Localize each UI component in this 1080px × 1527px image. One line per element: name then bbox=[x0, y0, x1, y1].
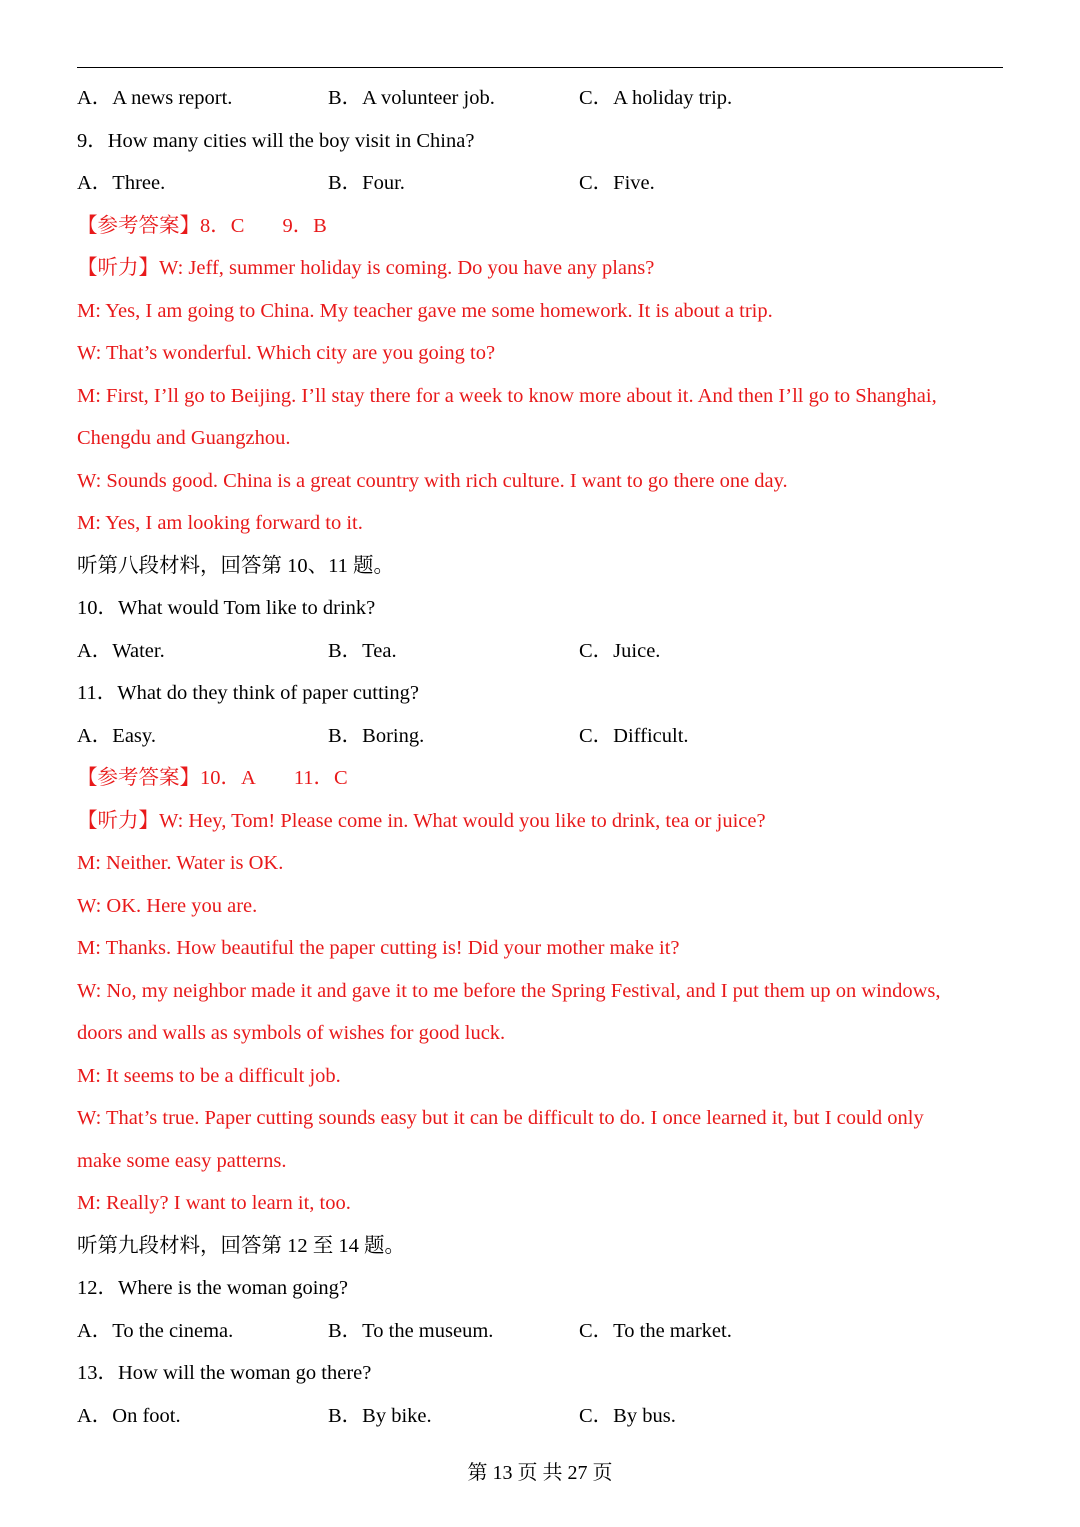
dialogue-7-line-0 bbox=[77, 247, 1007, 290]
q10-option-c: C．Juice. bbox=[579, 639, 661, 662]
dialogue-8-line-7: W: That’s true. Paper cutting sounds easy but it can be difficult to do. I once learned it, but I could only bbox=[77, 1107, 924, 1129]
answer-10: 10．A bbox=[200, 767, 256, 789]
answer-8-9 bbox=[77, 205, 1007, 248]
q13-option-c: C．By bus. bbox=[579, 1404, 676, 1427]
q10-option-b: B．Tea. bbox=[328, 639, 397, 662]
answer-label: 【参考答案】 bbox=[77, 767, 200, 789]
q13-option-b: B．By bike. bbox=[328, 1404, 432, 1427]
listening-label: 【听力】 bbox=[77, 809, 159, 832]
dialogue-7-line-3: M: First, I’ll go to Beijing. I’ll stay there for a week to know more about it. And then I’ll go to Shanghai, bbox=[77, 384, 937, 407]
q12-options bbox=[77, 1310, 1007, 1353]
q8-options bbox=[77, 77, 1007, 120]
dialogue-8-line-9: M: Really? I want to learn it, too. bbox=[77, 1192, 351, 1214]
dialogue-8-line-4: W: No, my neighbor made it and gave it to me before the Spring Festival, and I put them up on windows, bbox=[77, 979, 941, 1002]
page-content bbox=[77, 77, 1007, 1437]
page-footer: 第 13 页 共 27 页 bbox=[467, 1462, 613, 1484]
answer-8: 8．C bbox=[200, 214, 245, 237]
q11-option-b: B．Boring. bbox=[328, 724, 425, 747]
q9-option-c: C．Five. bbox=[579, 172, 655, 194]
q8-option-c: C．A holiday trip. bbox=[579, 87, 733, 109]
dialogue-8-line-2: W: OK. Here you are. bbox=[77, 894, 258, 917]
answer-10-11 bbox=[77, 757, 1007, 800]
header-rule bbox=[77, 67, 1003, 68]
q12-option-a: A．To the cinema. bbox=[77, 1319, 234, 1342]
q8-option-a: A．A news report. bbox=[77, 87, 233, 109]
dialogue-7-text-0: W: Jeff, summer holiday is coming. Do you have any plans? bbox=[159, 257, 655, 279]
q9-question: 9．How many cities will the boy visit in China? bbox=[77, 129, 475, 152]
dialogue-8-text-0: W: Hey, Tom! Please come in. What would you like to drink, tea or juice? bbox=[159, 809, 766, 832]
q11-options bbox=[77, 715, 1007, 758]
q9-option-b: B．Four. bbox=[328, 172, 405, 194]
answer-9: 9．B bbox=[282, 214, 327, 237]
dialogue-7-line-4: Chengdu and Guangzhou. bbox=[77, 427, 291, 449]
dialogue-7-line-1: M: Yes, I am going to China. My teacher gave me some homework. It is about a trip. bbox=[77, 299, 773, 322]
dialogue-8-line-6: M: It seems to be a difficult job. bbox=[77, 1064, 341, 1087]
q11-question: 11．What do they think of paper cutting? bbox=[77, 682, 419, 704]
q13-question: 13．How will the woman go there? bbox=[77, 1362, 372, 1384]
q10-question: 10．What would Tom like to drink? bbox=[77, 597, 376, 619]
q9-options bbox=[77, 162, 1007, 205]
q11-option-c: C．Difficult. bbox=[579, 724, 689, 747]
dialogue-7-line-2: W: That’s wonderful. Which city are you going to? bbox=[77, 342, 496, 364]
q10-option-a: A．Water. bbox=[77, 639, 165, 662]
q9-option-a: A．Three. bbox=[77, 172, 166, 194]
dialogue-7-line-5: W: Sounds good. China is a great country with rich culture. I want to go there one day. bbox=[77, 469, 788, 492]
q12-question: 12．Where is the woman going? bbox=[77, 1277, 348, 1299]
answer-11: 11．C bbox=[293, 767, 348, 789]
listening-label: 【听力】 bbox=[77, 257, 159, 279]
dialogue-8-line-0 bbox=[77, 800, 1007, 843]
dialogue-8-line-8: make some easy patterns. bbox=[77, 1149, 287, 1172]
q12-option-c: C．To the market. bbox=[579, 1319, 732, 1342]
dialogue-8-line-5: doors and walls as symbols of wishes for good luck. bbox=[77, 1022, 506, 1044]
section-8-instruction: 听第八段材料，回答第 10、11 题。 bbox=[77, 554, 394, 577]
q13-options bbox=[77, 1395, 1007, 1438]
dialogue-7-line-6: M: Yes, I am looking forward to it. bbox=[77, 512, 363, 534]
q11-option-a: A．Easy. bbox=[77, 724, 156, 747]
q8-option-b: B．A volunteer job. bbox=[328, 87, 495, 109]
dialogue-8-line-1: M: Neither. Water is OK. bbox=[77, 852, 284, 874]
section-9-instruction: 听第九段材料，回答第 12 至 14 题。 bbox=[77, 1234, 405, 1257]
answer-label: 【参考答案】 bbox=[77, 214, 200, 237]
q10-options bbox=[77, 630, 1007, 673]
dialogue-8-line-3: M: Thanks. How beautiful the paper cutting is! Did your mother make it? bbox=[77, 937, 680, 959]
q13-option-a: A．On foot. bbox=[77, 1404, 181, 1427]
q12-option-b: B．To the museum. bbox=[328, 1319, 494, 1342]
